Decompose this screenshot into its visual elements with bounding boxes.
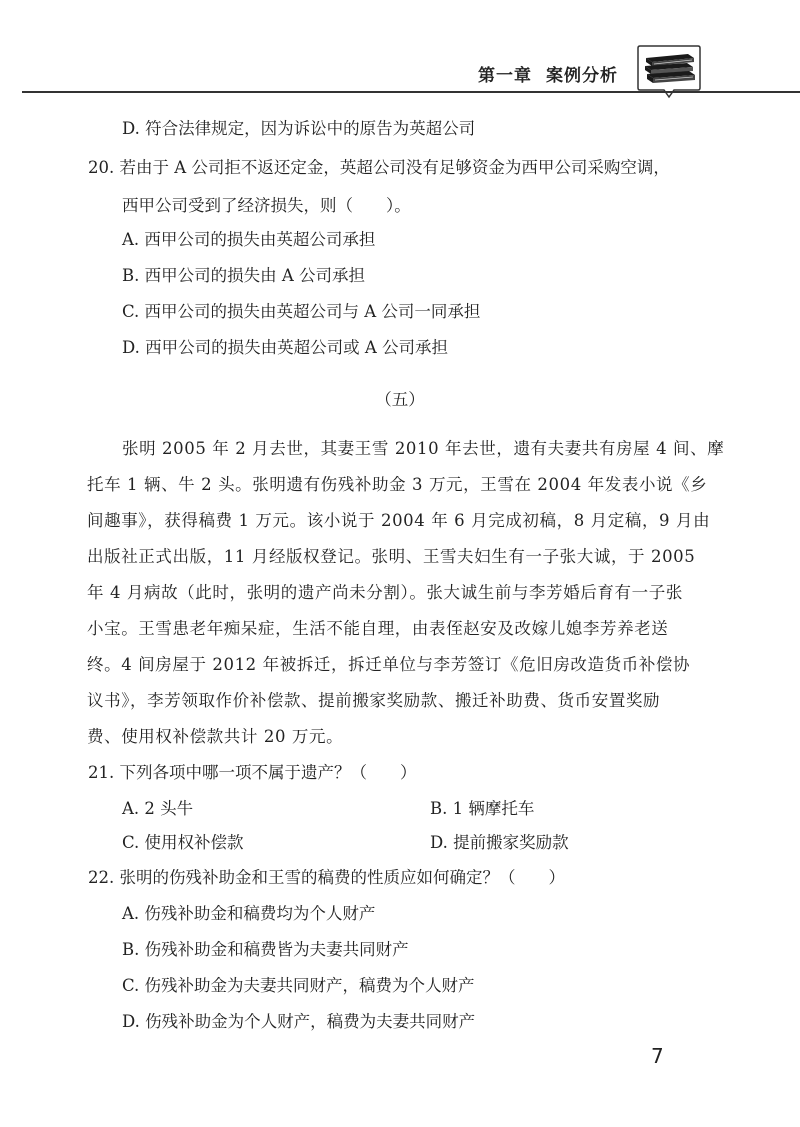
q21-option-c: C. 使用权补偿款 xyxy=(122,833,244,852)
q22-option-c: C. 伤残补助金为夫妻共同财产，稿费为个人财产 xyxy=(122,976,475,995)
case-line-9: 费、使用权补偿款共计 20 万元。 xyxy=(87,727,344,746)
q20-option-c: C. 西甲公司的损失由英超公司与 A 公司一同承担 xyxy=(122,302,481,321)
case-line-4: 出版社正式出版，11 月经版权登记。张明、王雪夫妇生有一子张大诚，于 2005 xyxy=(87,547,696,566)
case-line-8: 议书》，李芳领取作价补偿款、提前搬家奖励款、搬迁补助费、货币安置奖励 xyxy=(87,691,661,710)
chapter-title: 案例分析 xyxy=(546,66,618,86)
q20-option-d: D. 西甲公司的损失由英超公司或 A 公司承担 xyxy=(122,338,449,357)
q19-option-d: D. 符合法律规定，因为诉讼中的原告为英超公司 xyxy=(122,119,476,138)
q22-option-b: B. 伤残补助金和稿费皆为夫妻共同财产 xyxy=(122,940,409,959)
q20-stem-line-1: 20. 若由于 A 公司拒不返还定金，英超公司没有足够资金为西甲公司采购空调， xyxy=(88,158,670,177)
page-number: 7 xyxy=(651,1044,664,1068)
q21-option-b: B. 1 辆摩托车 xyxy=(430,799,535,818)
q22-option-a: A. 伤残补助金和稿费均为个人财产 xyxy=(122,904,376,923)
section-title: （五） xyxy=(375,390,425,409)
chapter-number: 第一章 xyxy=(478,66,532,86)
q21-option-d: D. 提前搬家奖励款 xyxy=(430,833,569,852)
q21-option-a: A. 2 头牛 xyxy=(122,799,194,818)
q20-stem-line-2: 西甲公司受到了经济损失，则（ ）。 xyxy=(122,196,411,215)
case-line-2: 托车 1 辆、牛 2 头。张明遗有伤残补助金 3 万元，王雪在 2004 年发表小说《乡 xyxy=(87,475,708,494)
q20-option-a: A. 西甲公司的损失由英超公司承担 xyxy=(122,230,376,249)
case-line-5: 年 4 月病故（此时，张明的遗产尚未分割）。张大诚生前与李芳婚后育有一子张 xyxy=(87,583,683,602)
case-line-7: 终。4 间房屋于 2012 年被拆迁，拆迁单位与李芳签订《危旧房改造货币补偿协 xyxy=(87,655,691,674)
q22-stem: 22. 张明的伤残补助金和王雪的稿费的性质应如何确定？（ ） xyxy=(88,868,565,887)
q21-stem: 21. 下列各项中哪一项不属于遗产？（ ） xyxy=(88,763,417,782)
case-line-1: 张明 2005 年 2 月去世，其妻王雪 2010 年去世，遗有夫妻共有房屋 4 间、摩 xyxy=(122,439,725,458)
q20-option-b: B. 西甲公司的损失由 A 公司承担 xyxy=(122,266,366,285)
case-line-3: 间趣事》，获得稿费 1 万元。该小说于 2004 年 6 月完成初稿，8 月定稿，9 月由 xyxy=(87,511,711,530)
case-line-6: 小宝。王雪患老年痴呆症，生活不能自理，由表侄赵安及改嫁儿媳李芳养老送 xyxy=(87,619,669,638)
q22-option-d: D. 伤残补助金为个人财产，稿费为夫妻共同财产 xyxy=(122,1012,476,1031)
chapter-header xyxy=(478,61,618,86)
header-rule xyxy=(22,91,800,93)
